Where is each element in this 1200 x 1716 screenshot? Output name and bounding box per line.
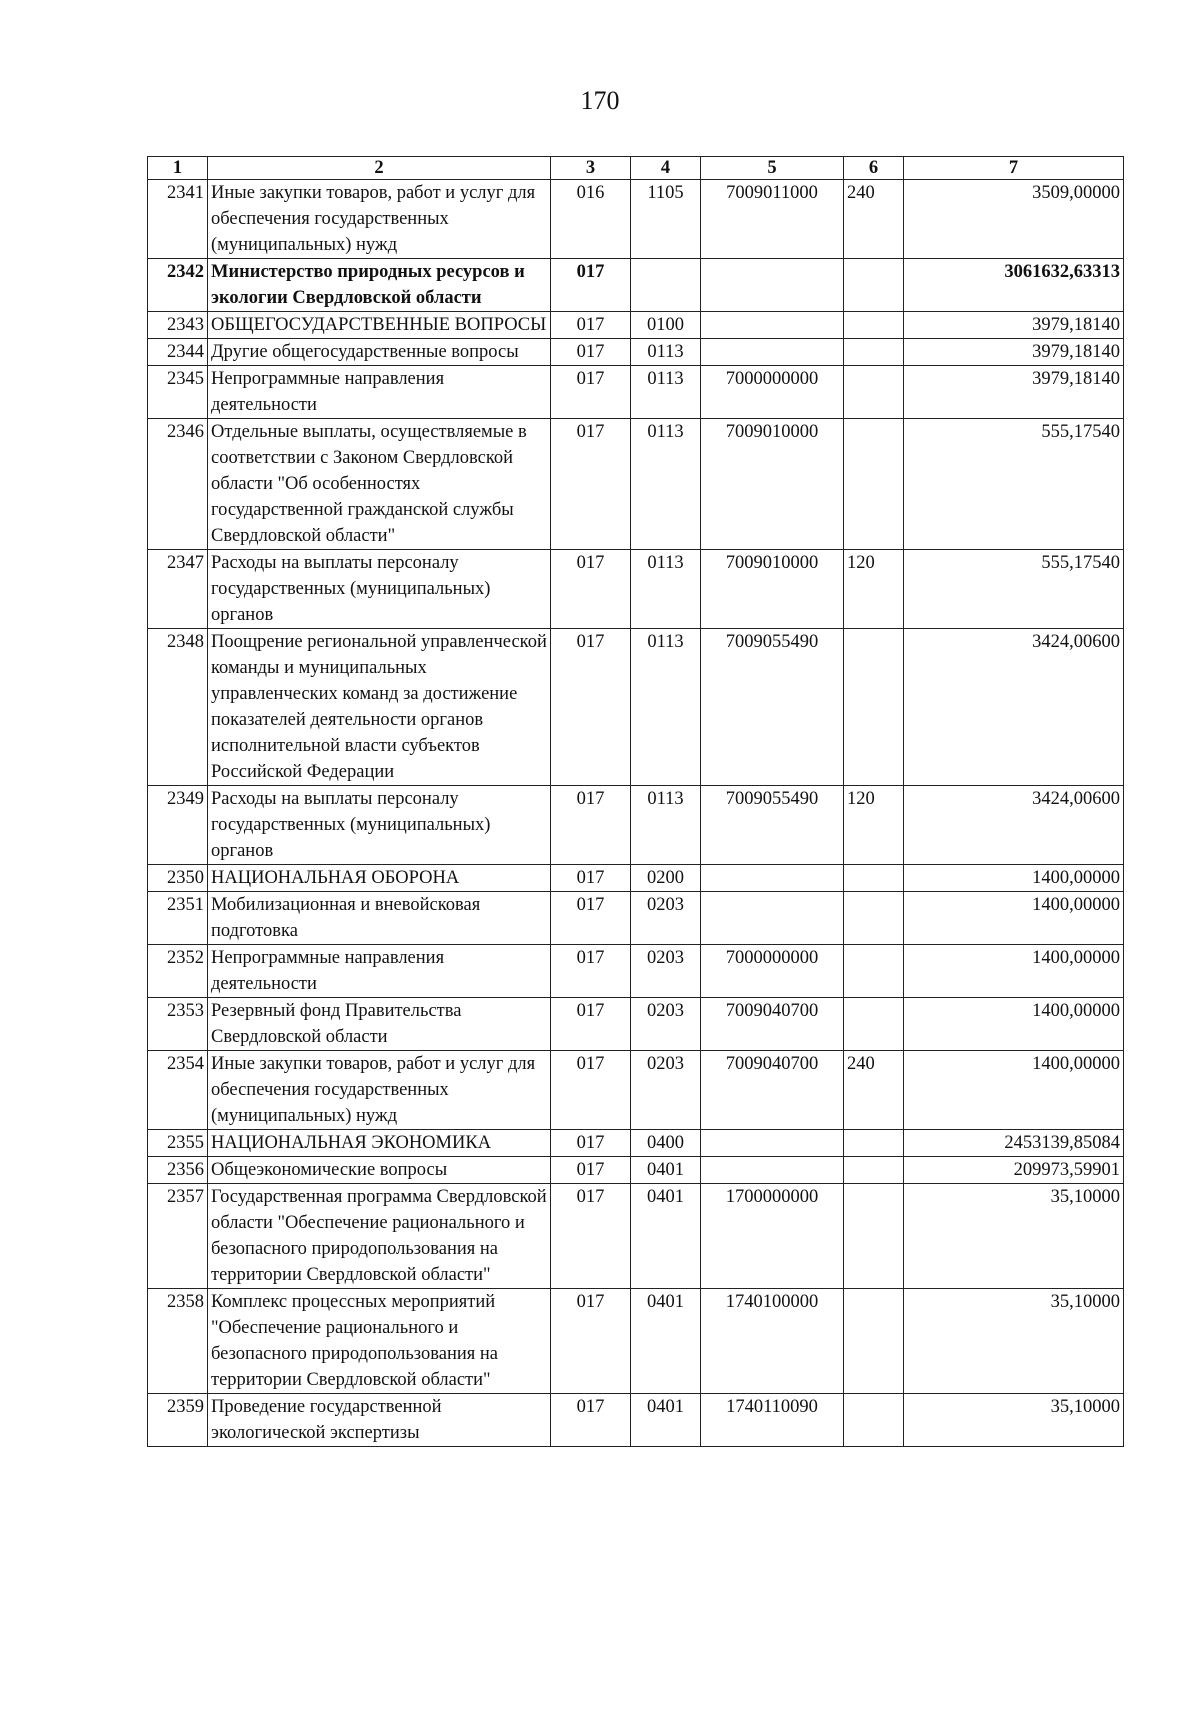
- row-admin-code: 017: [551, 366, 631, 419]
- row-section-code: 0100: [631, 312, 701, 339]
- row-target-code: 7009010000: [701, 550, 844, 629]
- row-amount: 35,10000: [904, 1394, 1124, 1447]
- row-number: 2357: [148, 1184, 208, 1289]
- row-admin-code: 017: [551, 865, 631, 892]
- row-section-code: 0200: [631, 865, 701, 892]
- row-admin-code: 017: [551, 786, 631, 865]
- row-amount: 3979,18140: [904, 339, 1124, 366]
- table-row: [148, 259, 1124, 312]
- row-expense-type: 240: [844, 180, 904, 259]
- row-section-code: 0400: [631, 1130, 701, 1157]
- row-amount: 1400,00000: [904, 1051, 1124, 1130]
- row-section-code: 0113: [631, 366, 701, 419]
- row-number: 2343: [148, 312, 208, 339]
- row-expense-type: [844, 865, 904, 892]
- row-expense-type: [844, 259, 904, 312]
- row-section-code: 0203: [631, 998, 701, 1051]
- row-number: 2341: [148, 180, 208, 259]
- row-target-code: 7009055490: [701, 629, 844, 786]
- row-name: НАЦИОНАЛЬНАЯ ОБОРОНА: [208, 865, 551, 892]
- row-name: Другие общегосударственные вопросы: [208, 339, 551, 366]
- row-target-code: 7000000000: [701, 945, 844, 998]
- row-section-code: [631, 259, 701, 312]
- row-number: 2356: [148, 1157, 208, 1184]
- row-amount: 209973,59901: [904, 1157, 1124, 1184]
- row-number: 2351: [148, 892, 208, 945]
- row-name: НАЦИОНАЛЬНАЯ ЭКОНОМИКА: [208, 1130, 551, 1157]
- row-section-code: 0113: [631, 629, 701, 786]
- row-number: 2358: [148, 1289, 208, 1394]
- row-name: Резервный фонд Правительства Свердловской области: [208, 998, 551, 1051]
- row-section-code: 0401: [631, 1184, 701, 1289]
- row-amount: 3061632,63313: [904, 259, 1124, 312]
- row-amount: 555,17540: [904, 419, 1124, 550]
- row-admin-code: 017: [551, 1130, 631, 1157]
- row-expense-type: [844, 312, 904, 339]
- row-number: 2342: [148, 259, 208, 312]
- row-target-code: [701, 339, 844, 366]
- row-amount: 3424,00600: [904, 629, 1124, 786]
- table-row: [148, 998, 1124, 1051]
- row-number: 2345: [148, 366, 208, 419]
- row-expense-type: [844, 366, 904, 419]
- row-section-code: 0203: [631, 1051, 701, 1130]
- row-amount: 35,10000: [904, 1184, 1124, 1289]
- table-row: [148, 312, 1124, 339]
- row-section-code: 0113: [631, 339, 701, 366]
- row-target-code: [701, 865, 844, 892]
- row-name: Комплекс процессных мероприятий "Обеспечение рационального и безопасного природопользования на территории Свердловской области": [208, 1289, 551, 1394]
- row-admin-code: 017: [551, 1289, 631, 1394]
- row-expense-type: 240: [844, 1051, 904, 1130]
- table-row: [148, 1130, 1124, 1157]
- table-row: [148, 366, 1124, 419]
- row-expense-type: [844, 945, 904, 998]
- row-admin-code: 017: [551, 550, 631, 629]
- row-amount: 1400,00000: [904, 945, 1124, 998]
- row-expense-type: [844, 1289, 904, 1394]
- row-target-code: 1700000000: [701, 1184, 844, 1289]
- header-col-2: 2: [208, 157, 551, 180]
- row-name: Государственная программа Свердловской области "Обеспечение рационального и безопасного природопользования на территории Свердловской области": [208, 1184, 551, 1289]
- table-body: [148, 180, 1124, 1447]
- header-col-1: 1: [148, 157, 208, 180]
- table-row: [148, 1394, 1124, 1447]
- table-row: [148, 1157, 1124, 1184]
- row-admin-code: 017: [551, 259, 631, 312]
- row-expense-type: [844, 629, 904, 786]
- table-row: [148, 180, 1124, 259]
- row-admin-code: 017: [551, 312, 631, 339]
- row-target-code: 1740110090: [701, 1394, 844, 1447]
- row-name: Расходы на выплаты персоналу государственных (муниципальных) органов: [208, 550, 551, 629]
- row-amount: 35,10000: [904, 1289, 1124, 1394]
- row-admin-code: 017: [551, 629, 631, 786]
- row-amount: 3424,00600: [904, 786, 1124, 865]
- row-number: 2349: [148, 786, 208, 865]
- row-amount: 3509,00000: [904, 180, 1124, 259]
- row-expense-type: [844, 419, 904, 550]
- row-target-code: 7009011000: [701, 180, 844, 259]
- row-target-code: 1740100000: [701, 1289, 844, 1394]
- row-name: Мобилизационная и вневойсковая подготовка: [208, 892, 551, 945]
- row-section-code: 0113: [631, 786, 701, 865]
- row-admin-code: 017: [551, 1394, 631, 1447]
- row-name: Расходы на выплаты персоналу государственных (муниципальных) органов: [208, 786, 551, 865]
- row-expense-type: [844, 998, 904, 1051]
- row-target-code: [701, 892, 844, 945]
- row-target-code: 7009040700: [701, 1051, 844, 1130]
- header-col-6: 6: [844, 157, 904, 180]
- row-admin-code: 017: [551, 1184, 631, 1289]
- row-number: 2344: [148, 339, 208, 366]
- row-name: Отдельные выплаты, осуществляемые в соответствии с Законом Свердловской области "Об особенностях государственной гражданской службы Свердловской области": [208, 419, 551, 550]
- header-row: [148, 157, 1124, 180]
- row-target-code: 7009010000: [701, 419, 844, 550]
- row-name: Министерство природных ресурсов и экологии Свердловской области: [208, 259, 551, 312]
- row-number: 2352: [148, 945, 208, 998]
- row-name: Непрограммные направления деятельности: [208, 945, 551, 998]
- row-admin-code: 017: [551, 945, 631, 998]
- row-target-code: 7009040700: [701, 998, 844, 1051]
- table-row: [148, 339, 1124, 366]
- row-name: Общеэкономические вопросы: [208, 1157, 551, 1184]
- row-amount: 2453139,85084: [904, 1130, 1124, 1157]
- row-expense-type: [844, 1394, 904, 1447]
- row-number: 2348: [148, 629, 208, 786]
- row-number: 2355: [148, 1130, 208, 1157]
- row-amount: 3979,18140: [904, 312, 1124, 339]
- row-amount: 1400,00000: [904, 892, 1124, 945]
- row-expense-type: [844, 1130, 904, 1157]
- table-row: [148, 1289, 1124, 1394]
- row-section-code: 0401: [631, 1394, 701, 1447]
- row-section-code: 0203: [631, 892, 701, 945]
- row-number: 2359: [148, 1394, 208, 1447]
- row-number: 2347: [148, 550, 208, 629]
- row-number: 2354: [148, 1051, 208, 1130]
- row-name: Проведение государственной экологической экспертизы: [208, 1394, 551, 1447]
- row-admin-code: 017: [551, 339, 631, 366]
- row-number: 2353: [148, 998, 208, 1051]
- row-expense-type: [844, 1184, 904, 1289]
- row-target-code: 7000000000: [701, 366, 844, 419]
- row-amount: 555,17540: [904, 550, 1124, 629]
- row-amount: 3979,18140: [904, 366, 1124, 419]
- row-target-code: 7009055490: [701, 786, 844, 865]
- budget-table: [147, 156, 1124, 1447]
- table-row: [148, 1184, 1124, 1289]
- row-name: Иные закупки товаров, работ и услуг для обеспечения государственных (муниципальных) нужд: [208, 180, 551, 259]
- row-amount: 1400,00000: [904, 865, 1124, 892]
- table-row: [148, 892, 1124, 945]
- table-row: [148, 550, 1124, 629]
- row-expense-type: 120: [844, 786, 904, 865]
- row-admin-code: 016: [551, 180, 631, 259]
- row-target-code: [701, 1157, 844, 1184]
- row-expense-type: [844, 339, 904, 366]
- row-section-code: 1105: [631, 180, 701, 259]
- header-col-4: 4: [631, 157, 701, 180]
- row-target-code: [701, 259, 844, 312]
- row-target-code: [701, 1130, 844, 1157]
- header-col-5: 5: [701, 157, 844, 180]
- row-expense-type: [844, 892, 904, 945]
- row-expense-type: [844, 1157, 904, 1184]
- page-number: 170: [580, 86, 620, 115]
- row-admin-code: 017: [551, 892, 631, 945]
- row-expense-type: 120: [844, 550, 904, 629]
- table-row: [148, 419, 1124, 550]
- row-admin-code: 017: [551, 1157, 631, 1184]
- row-target-code: [701, 312, 844, 339]
- header-col-7: 7: [904, 157, 1124, 180]
- row-section-code: 0113: [631, 550, 701, 629]
- row-number: 2350: [148, 865, 208, 892]
- row-section-code: 0401: [631, 1289, 701, 1394]
- row-admin-code: 017: [551, 998, 631, 1051]
- table-row: [148, 1051, 1124, 1130]
- row-name: Непрограммные направления деятельности: [208, 366, 551, 419]
- table-row: [148, 865, 1124, 892]
- header-col-3: 3: [551, 157, 631, 180]
- row-admin-code: 017: [551, 1051, 631, 1130]
- row-name: ОБЩЕГОСУДАРСТВЕННЫЕ ВОПРОСЫ: [208, 312, 551, 339]
- row-section-code: 0113: [631, 419, 701, 550]
- table-row: [148, 945, 1124, 998]
- row-section-code: 0401: [631, 1157, 701, 1184]
- row-section-code: 0203: [631, 945, 701, 998]
- row-amount: 1400,00000: [904, 998, 1124, 1051]
- table-row: [148, 629, 1124, 786]
- row-admin-code: 017: [551, 419, 631, 550]
- row-name: Иные закупки товаров, работ и услуг для обеспечения государственных (муниципальных) нужд: [208, 1051, 551, 1130]
- row-name: Поощрение региональной управленческой команды и муниципальных управленческих команд за достижение показателей деятельности органов исполнительной власти субъектов Российской Федерации: [208, 629, 551, 786]
- table-row: [148, 786, 1124, 865]
- row-number: 2346: [148, 419, 208, 550]
